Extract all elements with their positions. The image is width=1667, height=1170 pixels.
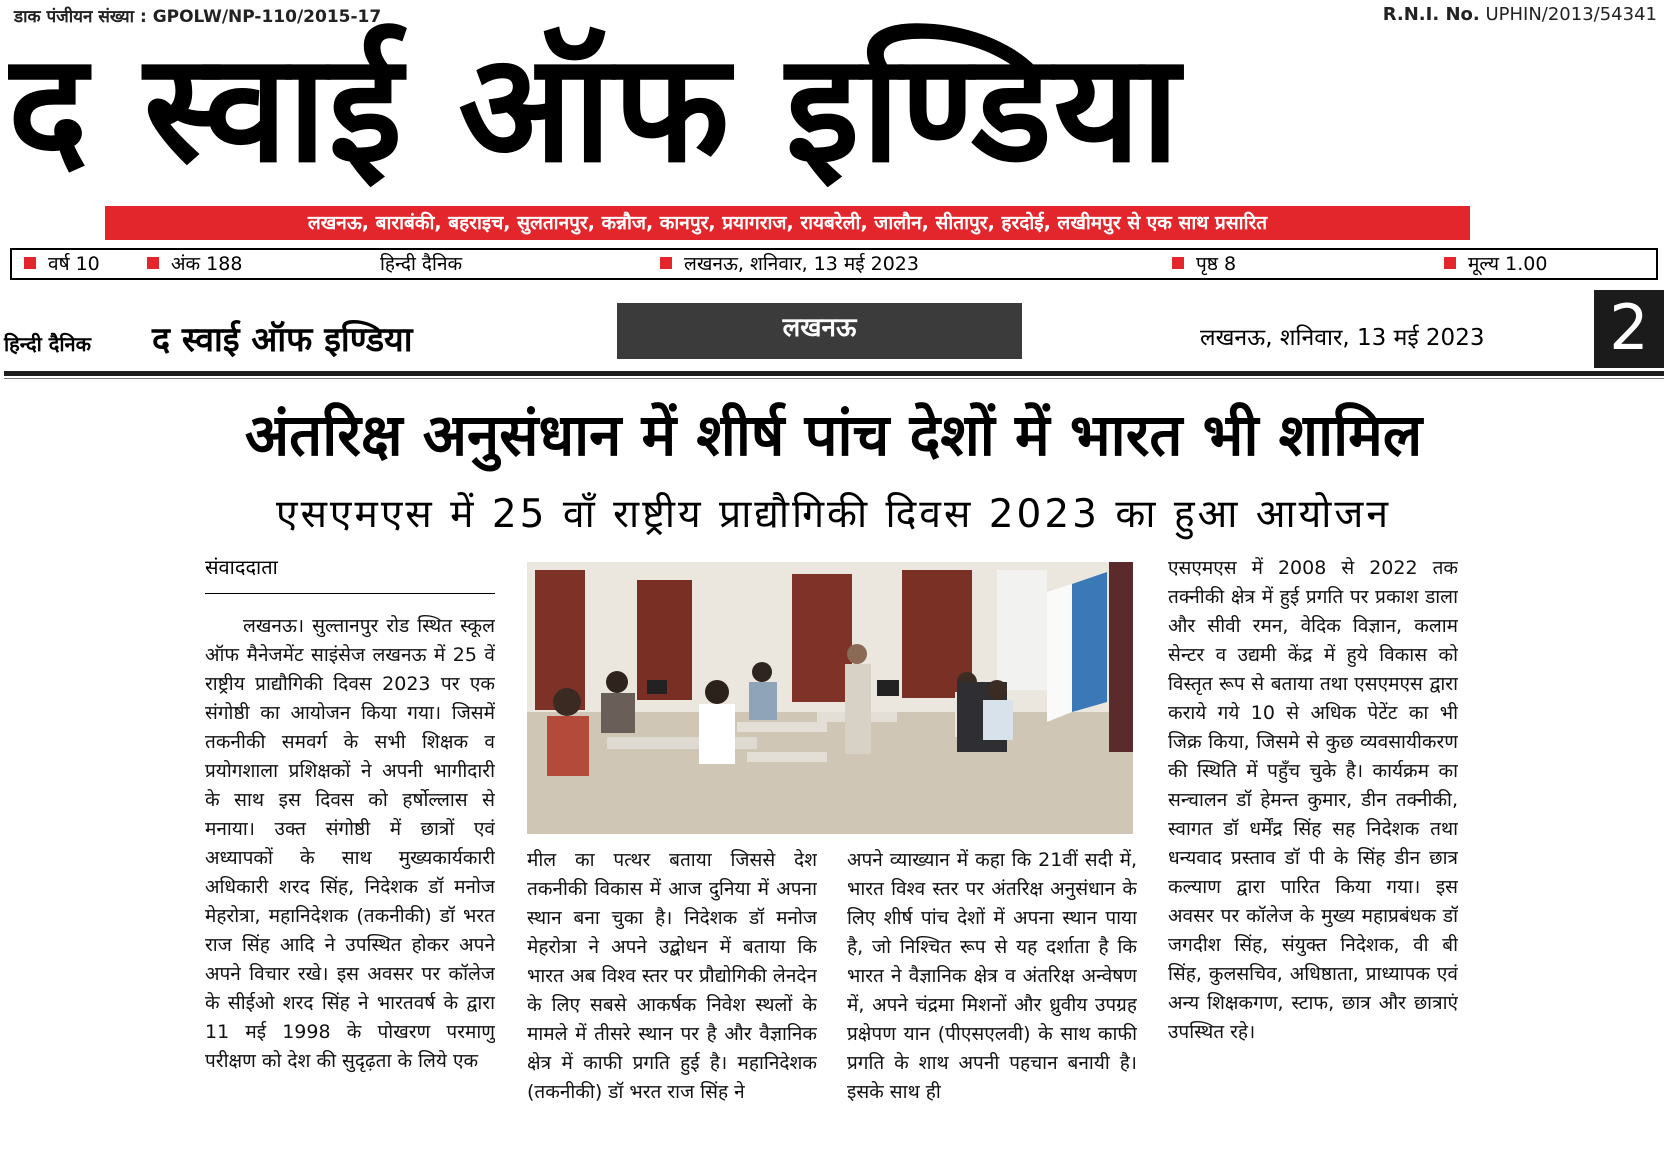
red-square-icon bbox=[660, 257, 672, 269]
section-label: लखनऊ bbox=[617, 303, 1022, 359]
header-divider-thin bbox=[4, 378, 1664, 379]
price-item bbox=[1444, 250, 1547, 278]
year-text: वर्ष 10 bbox=[48, 253, 100, 275]
place-date-item bbox=[660, 250, 919, 278]
price-text: मूल्य 1.00 bbox=[1468, 253, 1548, 275]
red-square-icon bbox=[147, 257, 159, 269]
paper-type: हिन्दी दैनिक bbox=[380, 253, 463, 275]
page-header-date: लखनऊ, शनिवार, 13 मई 2023 bbox=[1200, 325, 1485, 351]
rni-number: UPHIN/2013/54341 bbox=[1485, 4, 1657, 25]
red-square-icon bbox=[24, 257, 36, 269]
year-item bbox=[24, 250, 100, 278]
header-divider bbox=[4, 371, 1664, 376]
page-header-masthead: द स्वाई ऑफ इण्डिया bbox=[152, 320, 413, 360]
byline: संवाददाता bbox=[205, 555, 278, 579]
article-column-1: लखनऊ। सुल्तानपुर रोड स्थित स्कूल ऑफ मैनेजमेंट साइंसेज लखनऊ में 25 वें राष्ट्रीय प्राद्यौगिकी दिवस 2023 पर एक संगोष्ठी का आयोजन किया गया। जिसमें तकनीकी समवर्ग के सभी शिक्षक व प्रयोगशाला प्रशिक्षकों ने अपनी भागीदारी के साथ इस दिवस को हर्षोल्लास से मनाया। उक्त संगोष्ठी में छात्रों एवं अध्यापकों के साथ मुख्यकार्यकारी अधिकारी शरद सिंह, निदेशक डॉ मनोज मेहरोत्रा, महानिदेशक (तकनीकी) डॉ भरत राज सिंह आदि ने उपस्थित होकर अपने अपने विचार रखे। इस अवसर पर कॉलेज के सीईओ शरद सिंह ने भारतवर्ष के द्वारा 11 मई 1998 के पोखरण परमाणु परीक्षण को देश की सुदृढ़ता के लिये एक bbox=[205, 615, 495, 1072]
article-subheadline: एसएमएस में 25 वाँ राष्ट्रीय प्राद्यौगिकी दिवस 2023 का हुआ आयोजन bbox=[276, 492, 1391, 537]
issue-item bbox=[147, 250, 242, 278]
page-number: 2 bbox=[1594, 290, 1664, 368]
cities-strip: लखनऊ, बाराबंकी, बहराइच, सुलतानपुर, कन्नौज, कानपुर, प्रयागराज, रायबरेली, जालौन, सीतापुर, हरदोई, लखीमपुर से एक साथ प्रसारित bbox=[105, 206, 1470, 240]
masthead-title: द स्वाई ऑफ इण्डिया bbox=[8, 22, 1182, 196]
article-headline: अंतरिक्ष अनुसंधान में शीर्ष पांच देशों में भारत भी शामिल bbox=[244, 401, 1423, 469]
red-square-icon bbox=[1172, 257, 1184, 269]
postal-registration: डाक पंजीयन संख्या : GPOLW/NP-110/2015-17 bbox=[14, 7, 382, 27]
issue-info-bar bbox=[10, 248, 1658, 280]
pages-text: पृष्ठ 8 bbox=[1196, 253, 1237, 275]
page-header-daily: हिन्दी दैनिक bbox=[4, 332, 92, 356]
article-column-3: अपने व्याख्यान में कहा कि 21वीं सदी में, भारत विश्व स्तर पर अंतरिक्ष अनुसंधान के लिए शीर्ष पांच देशों में अपना स्थान पाया है, जो निश्चित रूप से यह दर्शाता है कि भारत ने वैज्ञानिक क्षेत्र व अंतरिक्ष अन्वेषण में, अपने चंद्रमा मिशनों और ध्रुवीय उपग्रह प्रक्षेपण यान (पीएसएलवी) के साथ काफी प्रगति के शाथ अपनी पहचान बनायी है। इसके साथ ही bbox=[847, 849, 1137, 1103]
red-square-icon bbox=[1444, 257, 1456, 269]
article-column-4: एसएमएस में 2008 से 2022 तक तक्नीकी क्षेत्र में हुई प्रगति पर प्रकाश डाला और सीवी रमन, वेदिक विज्ञान, कलाम सेन्टर व उद्यमी केंद्र में हुये विकास को विस्तृत रूप से बताया तथा एसएमएस द्वारा कराये गये 10 से अधिक पेटेंट का भी जिक्र किया, जिसमे से कुछ व्यवसायीकरण की स्थिति में पहुँच चुके है। कार्यक्रम का सन्चालन डॉ हेमन्त कुमार, डीन तक्नीकी, स्वागत डॉ धर्मेंद्र सिंह सह निदेशक तथा धन्यवाद प्रस्ताव डॉ पी के सिंह डीन छात्र कल्याण द्वारा पारित किया गया। इस अवसर पर कॉलेज के मुख्य महाप्रबंधक डॉ जगदीश सिंह, संयुक्त निदेशक, वी बी सिंह, कुलसचिव, अधिष्ठाता, प्राध्यापक एवं अन्य शिक्षकगण, स्टाफ, छात्र और छात्राएं उपस्थित रहे। bbox=[1168, 557, 1458, 1043]
pages-item bbox=[1172, 250, 1236, 278]
place-date-text: लखनऊ, शनिवार, 13 मई 2023 bbox=[684, 253, 919, 275]
issue-text: अंक 188 bbox=[171, 253, 243, 275]
byline-rule bbox=[205, 593, 495, 594]
event-photo bbox=[527, 562, 1133, 834]
article-column-2: मील का पत्थर बताया जिससे देश तकनीकी विकास में आज दुनिया में अपना स्थान बना चुका है। निदेशक डॉ मनोज मेहरोत्रा ने अपने उद्बोधन में बताया कि भारत अब विश्व स्तर पर प्रौद्योगिकी लेनदेन के लिए सबसे आकर्षक निवेश स्थलों के मामले में तीसरे स्थान पर है और वैज्ञानिक क्षेत्र में काफी प्रगति हुई है। महानिदेशक (तकनीकी) डॉ भरत राज सिंह ने bbox=[527, 849, 817, 1103]
rni-label: R.N.I. No. bbox=[1382, 4, 1480, 25]
seminar-room-illustration bbox=[527, 562, 1133, 834]
